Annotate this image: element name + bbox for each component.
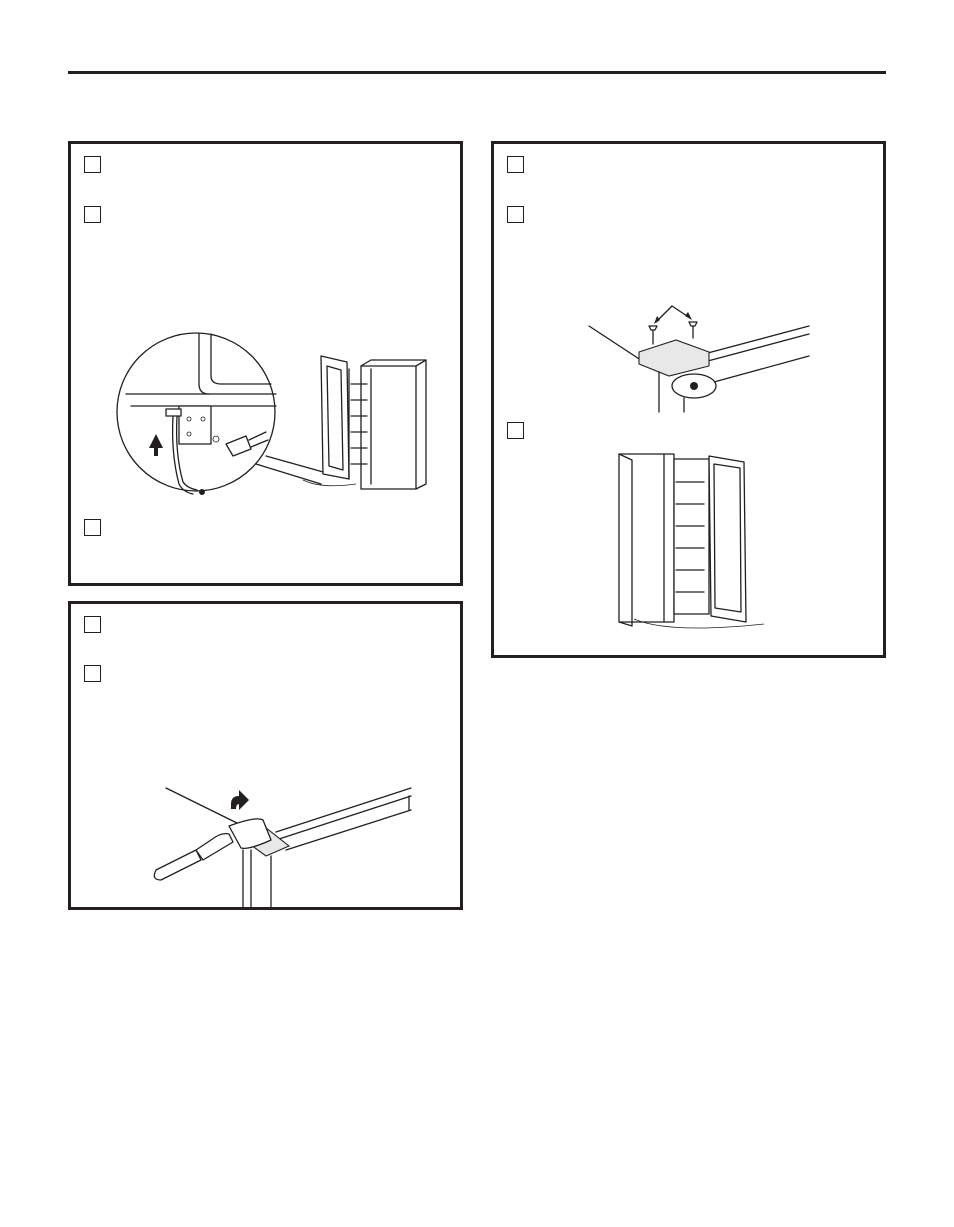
step-panel-water-line <box>68 141 463 586</box>
step-panel-hinge-cover <box>68 601 463 910</box>
header-rule <box>68 71 886 74</box>
top-hinge-illustration <box>494 144 889 661</box>
water-line-illustration <box>71 144 466 589</box>
step-panel-top-hinge <box>491 141 886 658</box>
hinge-cover-illustration <box>71 604 466 913</box>
up-arrow-icon <box>231 790 249 810</box>
